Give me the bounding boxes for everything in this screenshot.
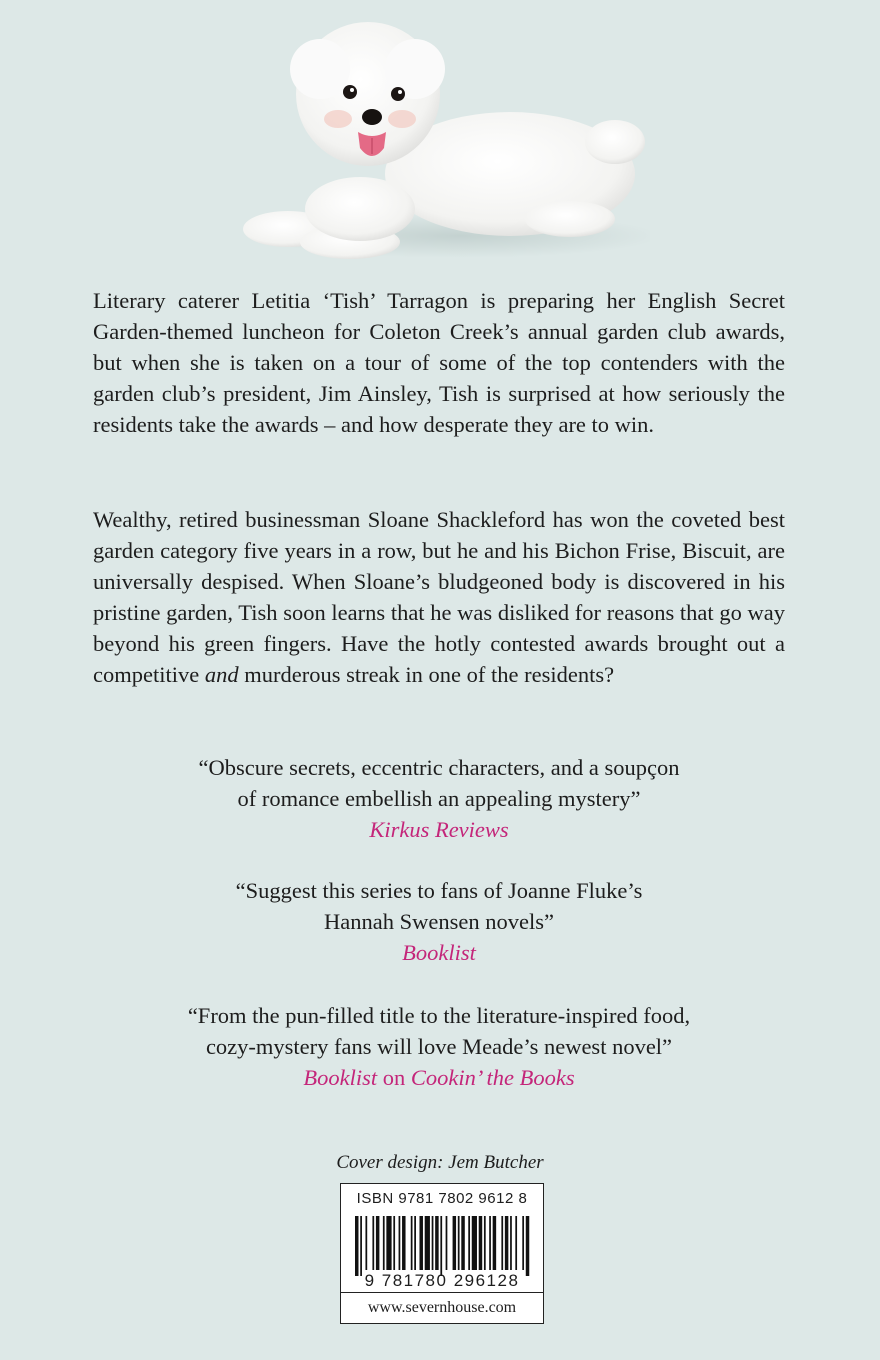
barcode-bar bbox=[472, 1216, 477, 1270]
barcode-bar bbox=[489, 1216, 491, 1270]
barcode-bar bbox=[425, 1216, 430, 1270]
quote-line: of romance embellish an appealing mystery” bbox=[237, 786, 641, 811]
quote-line: “From the pun-filled title to the literature-inspired food, bbox=[187, 1003, 691, 1028]
barcode-bar bbox=[432, 1216, 434, 1270]
barcode-bar bbox=[393, 1216, 395, 1270]
quote-line: cozy-mystery fans will love Meade’s newest novel” bbox=[205, 1034, 673, 1059]
bichon-dog-illustration bbox=[240, 14, 650, 264]
review-quote-booklist-cookin bbox=[93, 1000, 785, 1093]
blurb-paragraph-2 bbox=[93, 504, 785, 690]
quote-source: Kirkus Reviews bbox=[369, 817, 509, 842]
publisher-website: www.severnhouse.com bbox=[341, 1292, 543, 1324]
barcode-bar bbox=[526, 1216, 529, 1276]
barcode-bar bbox=[515, 1216, 517, 1270]
review-quote-booklist bbox=[93, 875, 785, 968]
barcode-bar bbox=[383, 1216, 385, 1270]
barcode-bar bbox=[372, 1216, 374, 1270]
barcode-bar bbox=[414, 1216, 416, 1270]
barcode-bar bbox=[386, 1216, 391, 1270]
barcode-bar bbox=[479, 1216, 482, 1270]
barcode-bar bbox=[360, 1216, 362, 1276]
quote-source-work: Cookin’ the Books bbox=[410, 1065, 575, 1090]
barcode-bar bbox=[435, 1216, 438, 1270]
isbn-barcode-box bbox=[340, 1183, 544, 1324]
barcode-bar bbox=[510, 1216, 512, 1270]
blurb-paragraph-2-end: murderous streak in one of the residents? bbox=[238, 662, 615, 687]
quote-source: Booklist bbox=[402, 940, 476, 965]
barcode-bar bbox=[458, 1216, 460, 1270]
quote-line: “Obscure secrets, eccentric characters, and a soupçon bbox=[198, 755, 680, 780]
barcode-bar bbox=[446, 1216, 448, 1270]
quote-source-name: Booklist bbox=[303, 1065, 378, 1090]
quote-line: Hannah Swensen novels” bbox=[324, 909, 554, 934]
barcode-bar bbox=[419, 1216, 422, 1270]
barcode-bar bbox=[501, 1216, 503, 1270]
barcode-bar bbox=[440, 1216, 442, 1276]
barcode-bar bbox=[399, 1216, 401, 1270]
quote-line: “Suggest this series to fans of Joanne Fluke’s bbox=[235, 878, 643, 903]
isbn-label: ISBN 9781 7802 9612 8 bbox=[356, 1190, 528, 1207]
barcode-bar bbox=[468, 1216, 470, 1270]
barcode-bar bbox=[461, 1216, 464, 1270]
barcode-bar bbox=[522, 1216, 524, 1270]
cover-design-credit: Cover design: Jem Butcher bbox=[336, 1152, 544, 1173]
quote-source bbox=[93, 1062, 785, 1093]
blurb-paragraph-2-text: Wealthy, retired businessman Sloane Shackleford has won the coveted best garden category five years in a row, but he and his Bichon Frise, Biscuit, are universally despised. When Sloane’s bludgeoned body is discovered in his pristine garden, Tish soon learns that he was disliked for reasons that go way beyond his green fingers. Have the hotly contested awards brought out a competitive bbox=[93, 507, 785, 687]
barcode-bars bbox=[355, 1216, 531, 1276]
barcode-bar bbox=[376, 1216, 379, 1270]
barcode-bar bbox=[484, 1216, 486, 1270]
blurb-paragraph-1: Literary caterer Letitia ‘Tish’ Tarragon is preparing her English Secret Garden-themed luncheon for Coleton Creek’s annual garden club awards, but when she is taken on a tour of some of the top contenders with the garden club’s president, Jim Ainsley, Tish is surprised at how seriously the residents take the awards – and how desperate they are to win. bbox=[93, 288, 785, 437]
review-quote-kirkus bbox=[93, 752, 785, 845]
barcode-bar bbox=[505, 1216, 508, 1270]
barcode-bar bbox=[453, 1216, 456, 1270]
barcode-bar bbox=[493, 1216, 496, 1270]
barcode-bar bbox=[411, 1216, 413, 1270]
barcode-bar bbox=[402, 1216, 405, 1270]
blurb-emphasis: and bbox=[204, 662, 239, 687]
quote-source-connector: on bbox=[377, 1065, 411, 1090]
barcode-bar bbox=[355, 1216, 358, 1276]
barcode-bar bbox=[365, 1216, 367, 1270]
barcode-digits: 9 781780 296128 bbox=[364, 1271, 520, 1290]
